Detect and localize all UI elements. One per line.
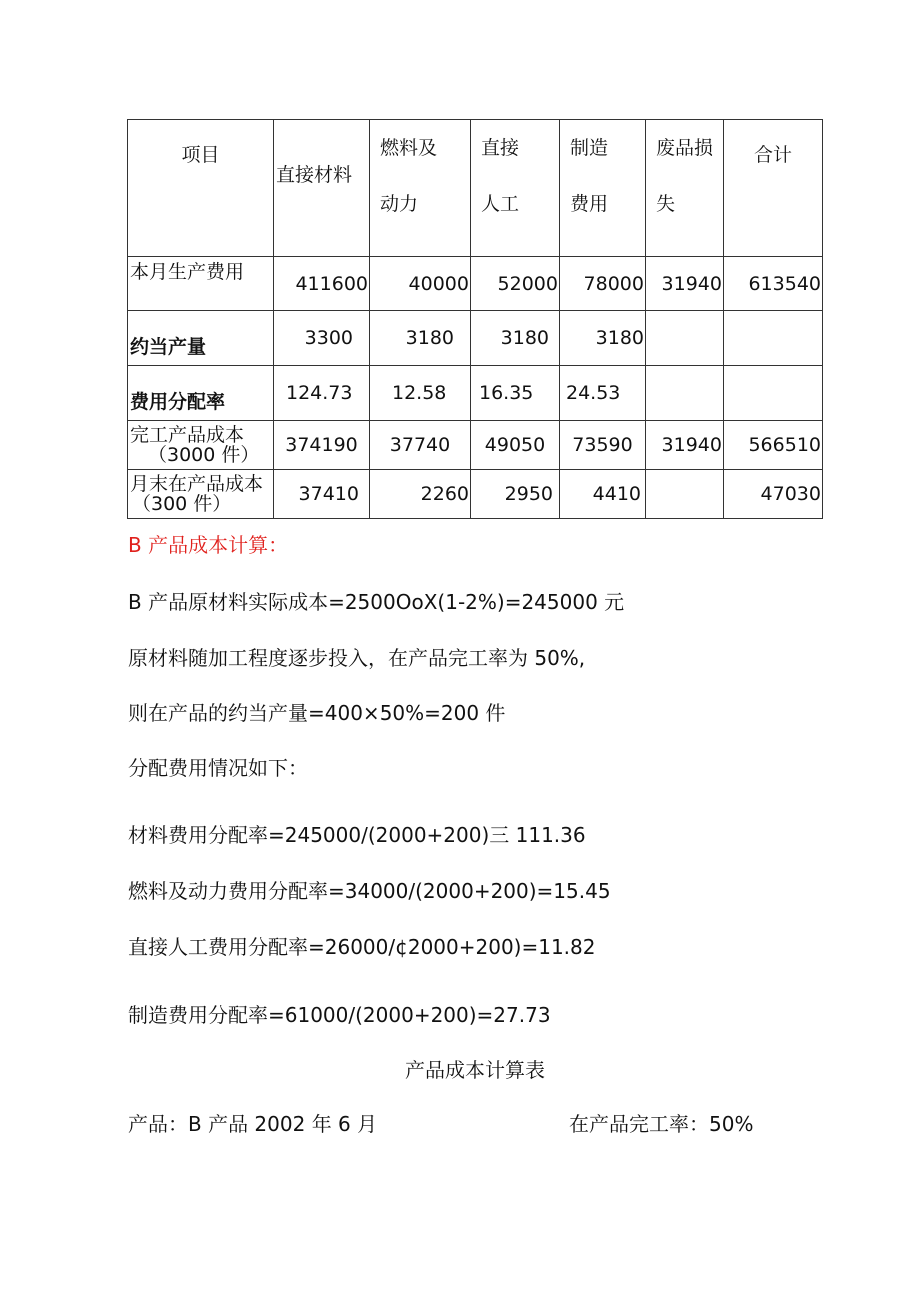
- table-cell: [646, 311, 724, 366]
- table-cell: 47030: [724, 470, 823, 519]
- table-cell: 124.73: [274, 366, 370, 421]
- text-line: B 产品原材料实际成本=2500OoX(1-2%)=245000 元: [128, 590, 625, 614]
- header-direct-labor: 直接 人工: [471, 120, 560, 257]
- table-cell: 31940: [646, 257, 724, 311]
- table-row: [128, 366, 823, 421]
- table-cell: 613540: [724, 257, 823, 311]
- table-cell: 374190: [274, 421, 370, 470]
- table-cell: [646, 366, 724, 421]
- row-label: 月末在产品成本 （300 件）: [128, 470, 274, 519]
- table-cell: 3300: [274, 311, 370, 366]
- table-cell: 4410: [560, 470, 646, 519]
- table-cell: 2950: [471, 470, 560, 519]
- table-row: [128, 421, 823, 470]
- table-row: [128, 311, 823, 366]
- row-label: 完工产品成本 （3000 件）: [128, 421, 274, 470]
- row-label: 费用分配率: [128, 366, 274, 421]
- table-cell: 411600: [274, 257, 370, 311]
- text-line: 则在产品的约当产量=400×50%=200 件: [128, 701, 506, 725]
- table-cell: [646, 470, 724, 519]
- header-scrap-loss: 废品损 失: [646, 120, 724, 257]
- row-label: 本月生产费用: [128, 257, 274, 311]
- table-cell: 52000: [471, 257, 560, 311]
- text-line: 分配费用情况如下：: [128, 756, 308, 780]
- table-cell: 49050: [471, 421, 560, 470]
- table-cell: 73590: [560, 421, 646, 470]
- table-cell: 16.35: [471, 366, 560, 421]
- table-row: [128, 470, 823, 519]
- table-cell: 37740: [370, 421, 471, 470]
- header-total: 合计: [724, 120, 823, 257]
- table-cell: [724, 366, 823, 421]
- table-cell: 12.58: [370, 366, 471, 421]
- table-cell: 78000: [560, 257, 646, 311]
- table-cell: 3180: [471, 311, 560, 366]
- table-title: 产品成本计算表: [405, 1058, 545, 1082]
- table-row: [128, 257, 823, 311]
- formula-line: 直接人工费用分配率=26000/¢2000+200)=11.82: [128, 935, 596, 959]
- header-fuel-power: 燃料及 动力: [370, 120, 471, 257]
- table-cell: 3180: [370, 311, 471, 366]
- section-title: B 产品成本计算：: [128, 533, 289, 557]
- table-cell: 24.53: [560, 366, 646, 421]
- text-line: 原材料随加工程度逐步投入，在产品完工率为 50%,: [128, 646, 586, 670]
- completion-rate: 在产品完工率：50%: [569, 1112, 754, 1136]
- header-item: 项目: [128, 120, 274, 257]
- formula-line: 燃料及动力费用分配率=34000/(2000+200)=15.45: [128, 879, 611, 903]
- table-cell: 2260: [370, 470, 471, 519]
- table-cell: 566510: [724, 421, 823, 470]
- table-cell: 40000: [370, 257, 471, 311]
- cost-table: [127, 119, 823, 519]
- table-header-row: [128, 120, 823, 257]
- header-manufacturing-cost: 制造 费用: [560, 120, 646, 257]
- row-label: 约当产量: [128, 311, 274, 366]
- table-cell: 3180: [560, 311, 646, 366]
- header-direct-material: 直接材料: [274, 120, 370, 257]
- product-line: 产品：B 产品 2002 年 6 月: [128, 1112, 378, 1136]
- table-cell: [724, 311, 823, 366]
- formula-line: 制造费用分配率=61000/(2000+200)=27.73: [128, 1003, 551, 1027]
- formula-line: 材料费用分配率=245000/(2000+200)三 111.36: [128, 823, 586, 847]
- table-cell: 37410: [274, 470, 370, 519]
- table-cell: 31940: [646, 421, 724, 470]
